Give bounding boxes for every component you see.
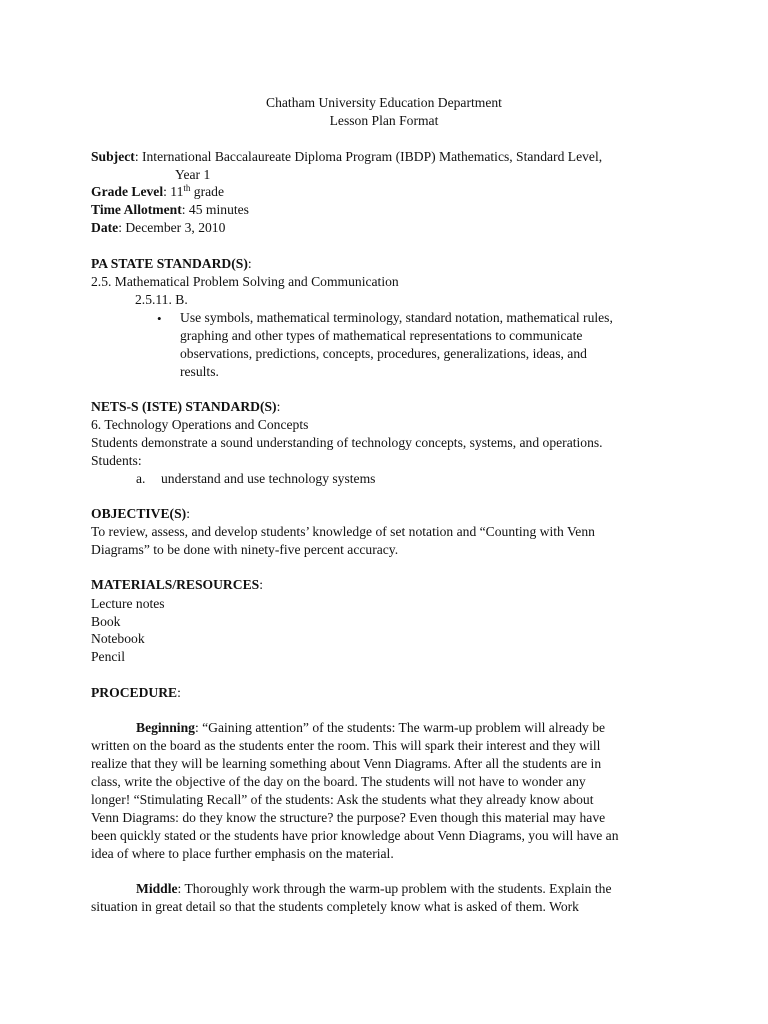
objectives-heading bbox=[91, 507, 190, 521]
material-item: Lecture notes bbox=[91, 596, 165, 611]
pa-bullet-line-2: graphing and other types of mathematical representations to communicate bbox=[180, 328, 583, 343]
date-label: Date bbox=[91, 220, 119, 235]
time-label: Time Allotment bbox=[91, 202, 182, 217]
middle-text: : Thoroughly work through the warm-up problem with the students. Explain the bbox=[177, 881, 612, 896]
document-title: Lesson Plan Format bbox=[329, 113, 439, 128]
grade-sup: th bbox=[183, 183, 191, 193]
nets-students-label: Students: bbox=[91, 453, 142, 468]
pa-bullet-line-4: results. bbox=[180, 364, 219, 379]
subject-label: Subject bbox=[91, 149, 135, 164]
objective-line-2: Diagrams” to be done with ninety-five percent accuracy. bbox=[91, 542, 399, 557]
pa-heading-text: PA STATE STANDARD(S) bbox=[91, 256, 248, 271]
materials-heading bbox=[91, 578, 263, 592]
material-item: Book bbox=[91, 614, 121, 629]
grade-pre: : 11 bbox=[163, 184, 184, 199]
pa-bullet-line-1: Use symbols, mathematical terminology, standard notation, mathematical rules, bbox=[180, 310, 613, 325]
beginning-line: Venn Diagrams: do they know the structure? the purpose? Even though this material may have bbox=[91, 810, 606, 825]
grade-line bbox=[91, 185, 224, 199]
nets-standard-line: 6. Technology Operations and Concepts bbox=[91, 417, 309, 432]
subject-value: : International Baccalaureate Diploma Program (IBDP) Mathematics, Standard Level, bbox=[134, 149, 603, 164]
procedure-heading-text: PROCEDURE bbox=[91, 685, 178, 700]
date-line bbox=[91, 221, 225, 235]
beginning-line: been quickly stated or the students have prior knowledge about Venn Diagrams, you will have an bbox=[91, 828, 619, 843]
middle-line-1 bbox=[136, 882, 611, 896]
beginning-line: class, write the objective of the day on the board. The students will not have to wonder any bbox=[91, 774, 586, 789]
subject-line bbox=[91, 150, 602, 164]
time-line bbox=[91, 203, 249, 217]
beginning-line: written on the board as the students enter the room. This will spark their interest and they will bbox=[91, 738, 601, 753]
nets-heading-text: NETS-S (ISTE) STANDARD(S) bbox=[91, 399, 277, 414]
objective-heading-colon: : bbox=[186, 506, 190, 521]
objective-heading-text: OBJECTIVE(S) bbox=[91, 506, 187, 521]
time-value: : 45 minutes bbox=[181, 202, 249, 217]
middle-line: situation in great detail so that the students completely know what is asked of them. Work bbox=[91, 899, 579, 914]
procedure-heading bbox=[91, 686, 181, 700]
beginning-line: realize that they will be learning something about Venn Diagrams. After all the students are in bbox=[91, 756, 602, 771]
subject-continuation: Year 1 bbox=[175, 167, 211, 182]
materials-heading-colon: : bbox=[259, 577, 263, 592]
grade-post: grade bbox=[190, 184, 224, 199]
material-item: Notebook bbox=[91, 631, 145, 646]
nets-item-marker: a. bbox=[136, 471, 146, 486]
procedure-heading-colon: : bbox=[177, 685, 181, 700]
nets-heading-colon: : bbox=[276, 399, 281, 414]
grade-label: Grade Level bbox=[91, 184, 164, 199]
pa-standards-heading bbox=[91, 257, 252, 271]
middle-label: Middle bbox=[136, 881, 178, 896]
beginning-label: Beginning bbox=[136, 720, 195, 735]
pa-bullet-line-3: observations, predictions, concepts, procedures, generalizations, ideas, and bbox=[180, 346, 587, 361]
nets-standards-heading bbox=[91, 400, 280, 414]
pa-substandard: 2.5.11. B. bbox=[135, 292, 188, 307]
nets-item-text: understand and use technology systems bbox=[161, 471, 376, 486]
beginning-line: longer! “Stimulating Recall” of the students: Ask the students what they already know about bbox=[91, 792, 594, 807]
beginning-text: : “Gaining attention” of the students: The warm-up problem will already be bbox=[194, 720, 606, 735]
materials-heading-text: MATERIALS/RESOURCES bbox=[91, 577, 260, 592]
department-title: Chatham University Education Department bbox=[266, 95, 502, 110]
pa-standard-line: 2.5. Mathematical Problem Solving and Communication bbox=[91, 274, 399, 289]
material-item: Pencil bbox=[91, 649, 125, 664]
nets-description: Students demonstrate a sound understanding of technology concepts, systems, and operations. bbox=[91, 435, 603, 450]
beginning-line-1 bbox=[136, 721, 605, 735]
beginning-line: idea of where to place further emphasis on the material. bbox=[91, 846, 394, 861]
objective-line-1: To review, assess, and develop students’ knowledge of set notation and “Counting with Venn bbox=[91, 524, 595, 539]
date-value: : December 3, 2010 bbox=[118, 220, 226, 235]
pa-heading-colon: : bbox=[247, 256, 252, 271]
bullet-icon: • bbox=[157, 311, 162, 326]
